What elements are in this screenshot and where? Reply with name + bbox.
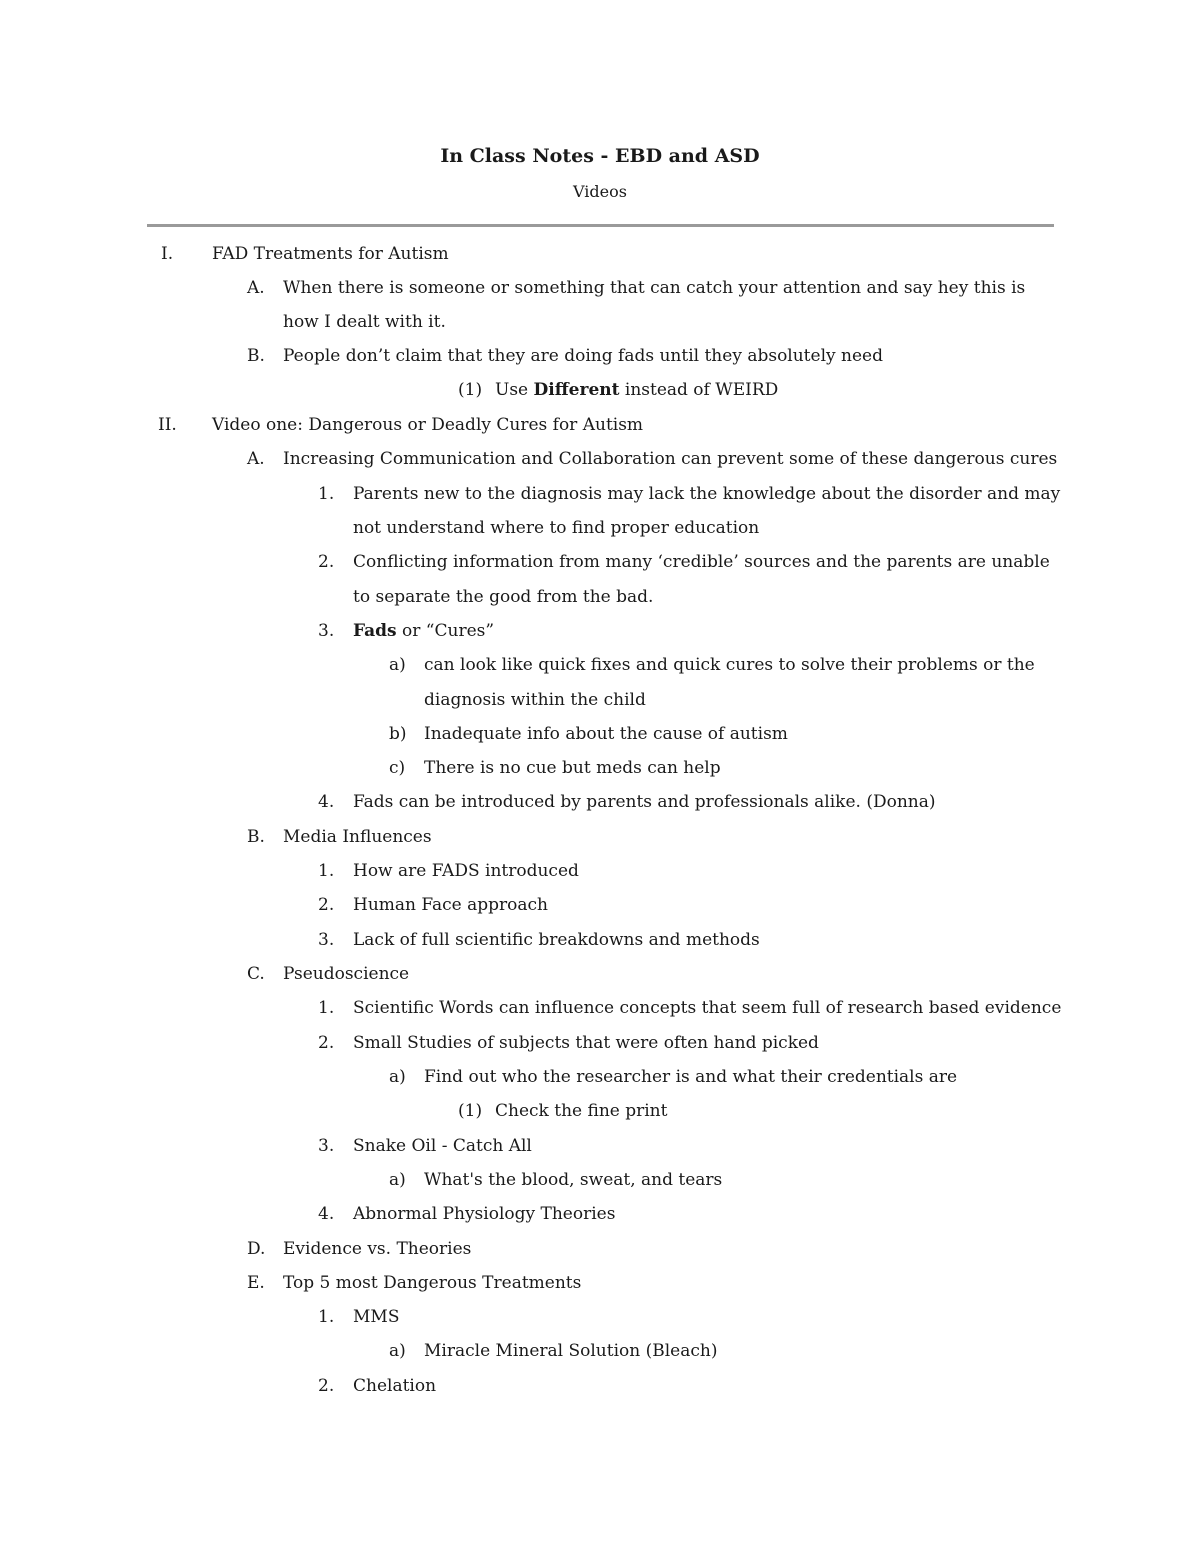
outline-text: People don’t claim that they are doing fads until they absolutely need — [283, 346, 883, 366]
outline-text: FAD Treatments for Autism — [212, 244, 449, 264]
outline-marker: 1. — [318, 861, 335, 881]
outline-text: Snake Oil - Catch All — [353, 1136, 532, 1156]
outline-text: Abnormal Physiology Theories — [353, 1204, 616, 1224]
outline-text: Video one: Dangerous or Deadly Cures for Autism — [212, 415, 644, 435]
outline-marker: 2. — [318, 895, 335, 915]
outline-marker: E. — [247, 1273, 265, 1293]
outline-marker: B. — [247, 827, 265, 847]
outline-text: Chelation — [353, 1376, 437, 1396]
bold-text: Fads — [353, 621, 397, 641]
outline-text: Human Face approach — [353, 895, 549, 915]
outline-text: diagnosis within the child — [424, 690, 646, 710]
outline-text: Evidence vs. Theories — [283, 1239, 472, 1259]
outline-text: Pseudoscience — [283, 964, 410, 984]
outline-marker: II. — [158, 415, 177, 435]
outline-text: How are FADS introduced — [353, 861, 579, 881]
document-title: In Class Notes - EBD and ASD — [440, 145, 760, 167]
outline-marker: 4. — [318, 792, 335, 812]
outline-text: Inadequate info about the cause of autism — [424, 724, 788, 744]
outline-marker: c) — [389, 758, 406, 778]
outline-text: Scientific Words can influence concepts that seem full of research based evidence — [353, 998, 1062, 1018]
outline-marker: a) — [389, 655, 406, 675]
outline-text: Top 5 most Dangerous Treatments — [283, 1273, 582, 1293]
bold-text: Different — [533, 380, 620, 400]
outline-marker: b) — [389, 724, 407, 744]
outline-marker: 1. — [318, 484, 335, 504]
outline-marker: 3. — [318, 930, 335, 950]
outline-marker: 1. — [318, 1307, 335, 1327]
outline-marker: D. — [247, 1239, 266, 1259]
outline-text: Conflicting information from many ‘credible’ sources and the parents are unable — [353, 552, 1050, 572]
outline-marker: (1) — [458, 380, 483, 400]
outline-text: Find out who the researcher is and what their credentials are — [424, 1067, 958, 1087]
outline-text: how I dealt with it. — [283, 312, 446, 332]
horizontal-rule — [147, 224, 1054, 227]
outline-marker: a) — [389, 1341, 406, 1361]
outline-text: Parents new to the diagnosis may lack the knowledge about the disorder and may — [353, 484, 1061, 504]
document-subtitle: Videos — [573, 182, 627, 201]
outline-marker: a) — [389, 1067, 406, 1087]
outline-marker: B. — [247, 346, 265, 366]
outline-text: not understand where to find proper education — [353, 518, 760, 538]
outline-text: Fads can be introduced by parents and professionals alike. (Donna) — [353, 792, 936, 812]
outline-text: There is no cue but meds can help — [424, 758, 721, 778]
outline-marker: A. — [247, 449, 265, 469]
outline-text: What's the blood, sweat, and tears — [424, 1170, 723, 1190]
outline-marker: 2. — [318, 1033, 335, 1053]
outline-marker: 2. — [318, 552, 335, 572]
outline-marker: 3. — [318, 621, 335, 641]
outline-marker: a) — [389, 1170, 406, 1190]
outline-marker: C. — [247, 964, 265, 984]
outline-marker: (1) — [458, 1101, 483, 1121]
outline-marker: A. — [247, 278, 265, 298]
outline-text: Fads or “Cures” — [353, 621, 495, 641]
outline-text: to separate the good from the bad. — [353, 587, 654, 607]
outline-text: Small Studies of subjects that were often hand picked — [353, 1033, 819, 1053]
outline-text: Miracle Mineral Solution (Bleach) — [424, 1341, 718, 1361]
outline-text: Check the fine print — [495, 1101, 668, 1121]
outline-marker: 1. — [318, 998, 335, 1018]
outline-marker: 4. — [318, 1204, 335, 1224]
outline-marker: 3. — [318, 1136, 335, 1156]
outline-text: Increasing Communication and Collaboration can prevent some of these dangerous cures — [283, 449, 1058, 469]
outline-text: When there is someone or something that can catch your attention and say hey this is — [283, 278, 1026, 298]
outline-marker: 2. — [318, 1376, 335, 1396]
outline-text: MMS — [353, 1307, 400, 1327]
outline-marker: I. — [161, 244, 174, 264]
outline-text: can look like quick fixes and quick cures to solve their problems or the — [424, 655, 1035, 675]
outline-text: Media Influences — [283, 827, 432, 847]
outline-text: Lack of full scientific breakdowns and methods — [353, 930, 760, 950]
outline-text: Use Different instead of WEIRD — [495, 380, 779, 400]
